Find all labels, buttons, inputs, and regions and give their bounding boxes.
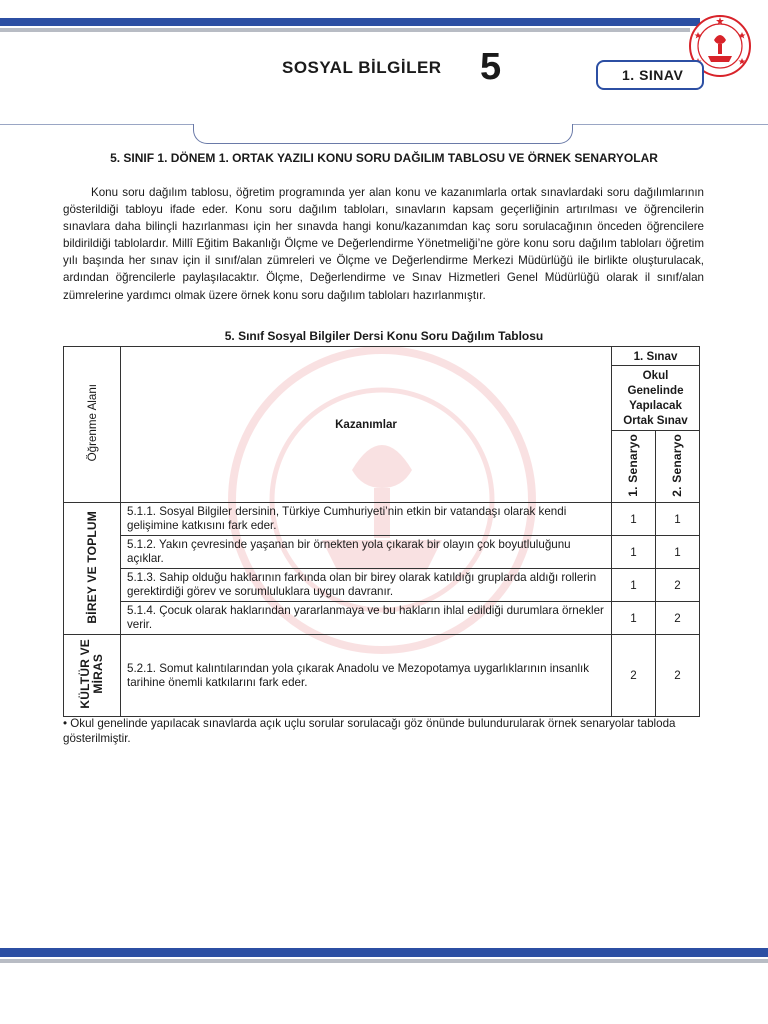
area-name: BİREY VE TOPLUM bbox=[84, 510, 99, 624]
common-exam-header: Okul Genelinde Yapılacak Ortak Sınav bbox=[612, 366, 700, 431]
kazanim-text: 5.1.4. Çocuk olarak haklarından yararlanmaya ve bu hakların ihlal edildiği durumlara örnekler verir. bbox=[121, 602, 612, 635]
footnote: • Okul genelinde yapılacak sınavlarda açık uçlu sorular sorulacağı göz önünde bulundurularak örnek senaryolar tabloda gösterilmiştir. bbox=[63, 717, 676, 745]
table-row bbox=[64, 602, 700, 635]
kazanim-header: Kazanımlar bbox=[121, 347, 612, 503]
scenario-1-value: 1 bbox=[612, 536, 656, 569]
kazanim-text: 5.1.2. Yakın çevresinde yaşanan bir örnekten yola çıkarak bir olayın çok boyutluluğunu açıklar. bbox=[121, 536, 612, 569]
subject-title: SOSYAL BİLGİLER bbox=[282, 58, 442, 77]
area-name-line-1: KÜLTÜR VE bbox=[78, 639, 92, 709]
table-row bbox=[64, 635, 700, 717]
area-header: Öğrenme Alanı bbox=[85, 384, 99, 462]
main-heading: 5. SINIF 1. DÖNEM 1. ORTAK YAZILI KONU SORU DAĞILIM TABLOSU VE ÖRNEK SENARYOLAR bbox=[110, 151, 658, 165]
scenario-1-value: 2 bbox=[612, 635, 656, 717]
intro-paragraph: Konu soru dağılım tablosu, öğretim programında yer alan konu ve kazanımlarla ortak sınavlardaki soru dağılımlarının gösterildiği tabloyu ifade eder. Konu soru dağılım tabloları, sınavların kapsam geçerliğinin artırılması ve öğrencilerin sınavlara daha bilinçli hazırlanması için her sınavda hangi konu/kazanımdan kaç soru sorulacağının önceden öğrencilere bildirildiği tablolardır. Millî Eğitim Bakanlığı Ölçme ve Değerlendirme Yönetmeliği’ne göre konu soru dağılım tabloları öğretim yılı başında her sınav için il sınıf/alan zümreleri ve Ölçme ve Değerlendirme Merkezi Müdürlüğü ile birlikte oluşturulacak, ardından öğrencilerle paylaşılacaktır. Ölçme, Değerlendirme ve Sınav Hizmetleri Genel Müdürlüğü olarak il sınıf/alan zümrelerine yardımcı olmak üzere örnek konu soru dağılım tabloları hazırlanmıştır. bbox=[63, 186, 704, 302]
table-row bbox=[64, 536, 700, 569]
scenario-2-value: 1 bbox=[656, 503, 700, 536]
scenario-2-header-cell bbox=[656, 431, 700, 503]
area-cell-birey bbox=[64, 503, 121, 635]
scenario-2-value: 2 bbox=[656, 569, 700, 602]
kazanim-text: 5.1.3. Sahip olduğu haklarının farkında olan bir birey olarak katıldığı gruplarda aldığı rollerin gerektirdiği görev ve sorumluluklara uygun davranır. bbox=[121, 569, 612, 602]
bottom-grey-stripe bbox=[0, 959, 768, 963]
header-tab-decoration bbox=[193, 124, 573, 144]
table-title: 5. Sınıf Sosyal Bilgiler Dersi Konu Soru Dağılım Tablosu bbox=[224, 329, 544, 343]
scenario-2-header: 2. Senaryo bbox=[670, 433, 684, 497]
top-blue-stripe bbox=[0, 18, 700, 26]
table-header-row bbox=[64, 347, 700, 366]
table-row bbox=[64, 503, 700, 536]
kazanim-text: 5.2.1. Somut kalıntılarından yola çıkarak Anadolu ve Mezopotamya uygarlıklarının insanlık tarihine önemli katkılarını fark eder. bbox=[121, 635, 612, 717]
kazanim-text: 5.1.1. Sosyal Bilgiler dersinin, Türkiye Cumhuriyeti’nin etkin bir vatandaşı olarak kendi gelişimine katkısını fark eder. bbox=[121, 503, 612, 536]
grade-number: 5 bbox=[480, 46, 502, 88]
area-name-line-2: MİRAS bbox=[91, 654, 105, 694]
exam-tab-label: 1. SINAV bbox=[622, 67, 684, 83]
area-header-cell bbox=[64, 347, 121, 503]
table-row bbox=[64, 569, 700, 602]
scenario-2-value: 2 bbox=[656, 635, 700, 717]
bottom-blue-stripe bbox=[0, 948, 768, 957]
scenario-1-value: 1 bbox=[612, 503, 656, 536]
distribution-table bbox=[63, 346, 700, 717]
area-cell-kultur bbox=[64, 635, 121, 717]
scenario-1-header-cell bbox=[612, 431, 656, 503]
scenario-1-value: 1 bbox=[612, 569, 656, 602]
exam-header: 1. Sınav bbox=[612, 347, 700, 366]
scenario-1-value: 1 bbox=[612, 602, 656, 635]
area-name bbox=[79, 639, 105, 709]
top-grey-stripe bbox=[0, 28, 690, 32]
scenario-1-header: 1. Senaryo bbox=[626, 433, 640, 497]
scenario-2-value: 1 bbox=[656, 536, 700, 569]
scenario-2-value: 2 bbox=[656, 602, 700, 635]
